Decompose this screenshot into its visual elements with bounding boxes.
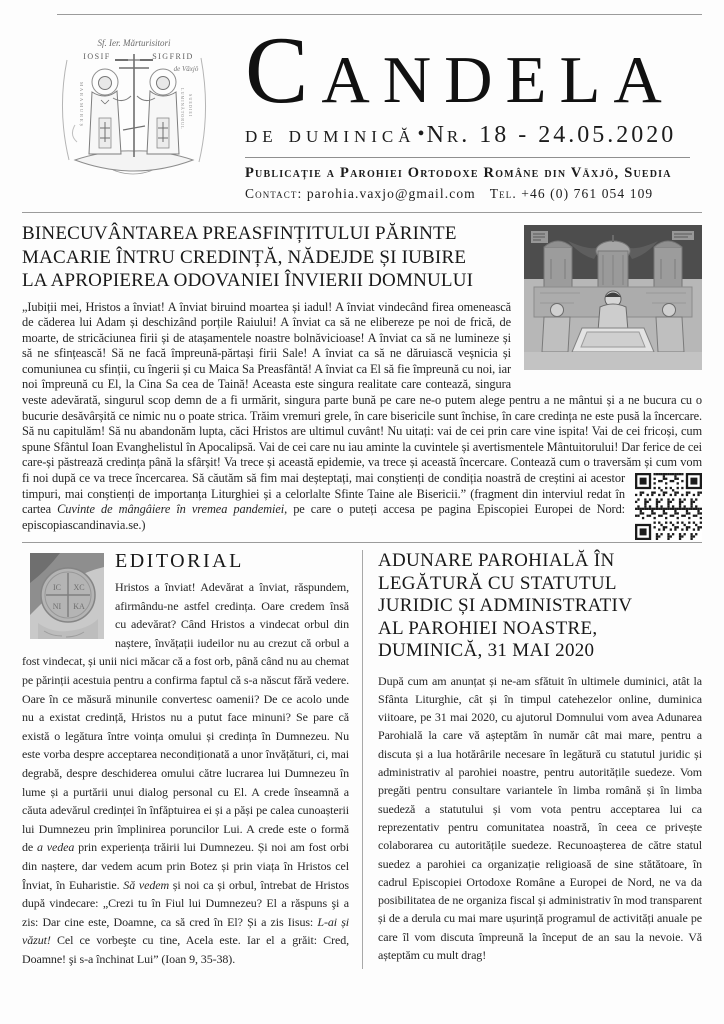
masthead-rule <box>245 157 690 158</box>
editorial-italic-2: Să vedem <box>123 877 170 892</box>
headline-line: MACARIE ÎNTRU CREDINȚĂ, NĂDEJDE ȘI IUBIRE <box>22 246 467 268</box>
editorial-part-2: prin experiența trăirii lui Dumnezeu. Și noi am fost orbi din naștere, dar vedem acum prin Botez și prin viața în Hristos cel Înviat, în Euharistie. <box>22 840 350 892</box>
svg-text:XC: XC <box>73 583 85 593</box>
bullet-separator: • <box>417 123 425 145</box>
editorial-part-3: și noi ca și orbul, întrebat de Hristos după vindecare: „Crezi tu în Fiul lui Dumnezeu? El a răspuns şi a zis: Dar cine este, Doamne, ca să cred în El? Și a zis Iisus: <box>22 877 349 929</box>
editorial-part-1: Hristos a înviat! Adevărat a înviat, răspundem, afirmându-ne astfel credința. Oare credem însă cu adevărat? Când Hristos a vindecat orbul din naștere, învățații iudeilor nu au crezut că orbul a fost vindecat, și unii nici măcar că a fost orb, până când nu au chemat pe părinții acestuia pentru a confirma faptul că s-a născut fără vedere. Oare în ce măsură minunile convertesc oamenii? De ce acolo unde nu a existat credință, Hristos nu a putut face minuni? Se pare că există o legătura între voința omului și credința în Dumnezeu. Nu este vorba despre acceptarea necondiționată a unor învățături, ci, mai degrabă, despre deschiderea omului către lucrarea lui Dumnezeu în lume și a purtării unui dialog personal cu El. A crede înseamnă a căuta adevărul credinței în înfăptuirea ei și a păși pe calea cunoașterii lui Dumnezeu prin împlinirea poruncilor Lui. A crede este o formă de <box>22 580 349 855</box>
headline-line: BINECUVÂNTAREA PREASFINȚITULUI PĂRINTE <box>22 223 457 244</box>
editorial-title: EDITORIAL <box>115 550 244 573</box>
assembly-headline-line: DUMINICĂ, 31 MAI 2020 <box>378 640 595 662</box>
supper-icon-image <box>524 225 702 370</box>
contact-label: Contact: <box>245 186 303 201</box>
editorial-italic-3: L-ai și văzut! <box>22 914 349 948</box>
assembly-headline-line: AL PAROHIEI NOASTRE, <box>378 617 598 639</box>
svg-text:KA: KA <box>73 602 85 612</box>
editorial-part-4: Cel ce vorbeşte cu tine, Acela este. Iar el a grăit: Cred, Doamne! şi s-a închinat Lui” (Ioan 9, 35-38). <box>22 933 349 966</box>
logo-caption-top: Sf. Ier. Mărturisitori <box>97 38 171 48</box>
publisher-line: Publicație a Parohiei Ortodoxe Române din Växjö, Suedia <box>245 165 672 181</box>
logo-side-left: MARAMUREȘ <box>79 82 84 128</box>
svg-text:IC: IC <box>53 583 61 593</box>
assembly-headline <box>378 550 702 663</box>
headline-line: LA APROPIEREA ODOVANIEI ÎNVIERII DOMNULUI <box>22 270 474 291</box>
parish-logo-drawing <box>53 30 215 186</box>
logo-caption-right: de Văxjö <box>173 65 199 73</box>
logo-name-left: IOSIF <box>83 52 111 61</box>
logo-side-right-2: SUEDIEI <box>188 94 193 118</box>
subtitle-text: de duminică <box>245 122 416 148</box>
assembly-headline-line: ADUNARE PAROHIALĂ ÎN <box>378 550 615 572</box>
prosphora-seal-icon <box>30 553 104 639</box>
editorial-column <box>22 550 363 968</box>
logo-side-right-1: LUMINĂTORUL <box>180 88 185 130</box>
bottom-columns <box>22 550 702 968</box>
saints-drawing-icon <box>53 30 215 186</box>
editorial-italic-1: a vedea <box>37 840 75 855</box>
prosphora-seal-image <box>30 553 104 639</box>
newsletter-title: Candela <box>245 17 675 123</box>
masthead <box>22 15 702 202</box>
supper-icon <box>524 225 702 370</box>
qr-code-icon <box>635 473 702 540</box>
assembly-body: După cum am anunțat și ne-am sfătuit în ultimele duminici, atât la Sfânta Liturghie, cât și în timpul catehezelor online, duminica viitoare, pe 31 mai 2020, cu ajutorul Domnului vom avea Adunarea Parohială la care vă așteptăm în număr cât mai mare, pentru a discuta și a lua hotărârile necesare în legătură cu statutul juridic și administrativ al parohiei noastre, pentru autoritățile suedeze. Vom pregăti pentru consultare variantele în limba română și în limba suedeză a statutului și vom vota pentru acceptarea lui ca reprezentativ pentru comunitatea noastră, în ceea ce privește colaborarea cu autoritățile suedeze. Recunoașterea de către statul suedez a parohiei ca organizație religioasă de sine stătătoare, în cadrul Episcopiei Ortodoxe Române a Europei de Nord, ne va da posibilitatea de ne organiza fiscal și administrativ în mod transparent și de a derula cu mai mare ușurință programul de activități anuale pe care îl vom discuta împreună la început de an sau la nevoie. Vă așteptăm cu mult drag! <box>378 673 702 962</box>
article-body-part-3: , pe care o puteți accesa pe pagina Episcopiei Europei de Nord: episcopiascandinavia.se.) <box>22 502 626 532</box>
logo-name-right: SIGFRID <box>152 52 194 61</box>
issue-number: Nr. 18 - 24.05.2020 <box>426 122 677 148</box>
article-body-part-1: „Iubiții mei, Hristos a înviat! A înviat biruind moartea și iadul! A înviat vindecând firea omenească de căderea lui Adam și deschizând porțile Raiului! A înviat ca să ne elibereze pe noi de frică, de moarte, de stricăciunea firii și de atașamentele noastre bolnăvicioase! A înviat ca să ne lumineze și să ne sfințească! Să ne facă împreună-părtași firii Sale! A înviat ca să ne dăruiască veșnicia și comuniunea cu sfinții, cu îngerii și cu Maica Sa Preasfântă! A înviat ca El să fie împreună cu noi, iar noi împreună cu El, la Cina Sa cea de Taină! Aceasta este singura realitate care contează, singura veste adevărată, singurul scop demn de a fi urmărit, singura parte bună pe care ne-o putem alege pentru a ne mântui și a ne bucura cu o bucurie desăvârșită ce nimic nu o poate strica. Trăim vremuri grele, în care bisericile sunt închise, în care credința ne este pusă la încercare. Să nu capitulăm! Să nu abandonăm lupta, căci Hristos are ultimul cuvânt! Nu uitați: vai de cei prin care vine ispita! Vai de cei fricoși, cum spune Sfântul Ioan Evanghelistul în Apocalipsă. Vai de cei care nu iau aminte la cuvintele și avertismentele Mântuitorului! Dar ferice de cei care-și păstrează credința până la sfârșit! Va trece și această epidemie, va trece și această încercare. Contează cum o traversăm și cum vom fi noi după ce va trece încercarea. <box>22 299 702 486</box>
contact-line <box>245 186 702 202</box>
contact-email: parohia.vaxjo@gmail.com <box>306 186 476 201</box>
header-divider-rule <box>22 212 702 213</box>
newsletter-subtitle-line <box>245 122 702 149</box>
qr-code <box>635 473 702 540</box>
assembly-column <box>363 550 702 968</box>
contact-phone: Tel. +46 (0) 761 054 109 <box>489 186 654 201</box>
assembly-headline-line: LEGĂTURĂ CU STATUTUL <box>378 572 617 594</box>
article-body-book-title: Cuvinte de mângâiere în vremea pandemiei <box>57 502 285 517</box>
masthead-text-block <box>245 15 702 202</box>
assembly-headline-line: JURIDIC ȘI ADMINISTRATIV <box>378 595 633 617</box>
article-body-part-2: Să căutăm să fim mai deșteptați, mai conștienți de condiția noastră de creștini ai acestor timpuri, mai conștienți de importanța Liturghiei și a celorlalte Sfinte Taine ale Bisericii.” (fragment din interviul redat în cartea <box>22 471 625 517</box>
section-divider-rule <box>22 542 702 543</box>
svg-text:NI: NI <box>52 602 62 612</box>
lead-article <box>22 222 702 533</box>
